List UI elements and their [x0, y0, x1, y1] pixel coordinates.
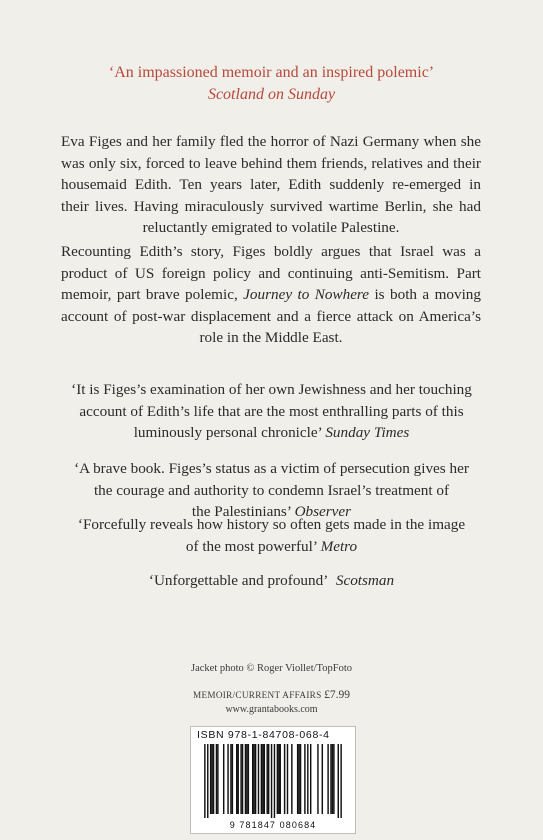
barcode	[195, 744, 351, 818]
barcode-bar	[230, 744, 231, 814]
blurb-line: Recounting Edith’s story, Figes boldly argues that Israel was a	[61, 243, 481, 260]
barcode-bar	[232, 744, 233, 814]
blurb-line: Eva Figes and her family fled the horror of Nazi Germany when she	[61, 133, 481, 150]
review-line: ‘It is Figes’s examination of her own Jewishness and her touching	[71, 381, 472, 398]
barcode-bar	[330, 744, 331, 814]
blurb-paragraph-2	[61, 241, 481, 349]
review-line	[40, 422, 503, 444]
barcode-bar	[287, 744, 288, 814]
review-quote	[40, 379, 503, 444]
barcode-bar	[217, 744, 218, 814]
barcode-bar	[268, 744, 269, 814]
review-line	[40, 570, 503, 592]
review-source: Scotsman	[335, 572, 395, 589]
blurb-line: was only six, forced to leave behind them friends, relatives and their	[61, 154, 481, 172]
barcode-bar	[304, 744, 305, 814]
blurb-paragraph-1	[61, 131, 481, 239]
barcode-bar	[271, 744, 272, 818]
barcode-bar	[255, 744, 256, 814]
blurb-line: reluctantly emigrated to volatile Palestine.	[142, 219, 400, 236]
review-text: of the most powerful’	[185, 537, 317, 555]
review-line	[40, 536, 503, 558]
barcode-bar	[261, 744, 262, 814]
barcode-digits: 9 781847 080684	[229, 820, 317, 830]
barcode-bar	[291, 744, 292, 814]
barcode-bar	[274, 744, 275, 818]
hero-quote-source: Scotland on Sunday	[207, 86, 336, 103]
price: £7.99	[324, 689, 350, 701]
review-line: account of Edith’s life that are the most enthralling parts of this	[79, 402, 464, 420]
barcode-bar	[317, 744, 318, 814]
barcode-bar	[223, 744, 224, 814]
barcode-bar	[297, 744, 298, 814]
barcode-bar	[246, 744, 247, 814]
barcode-bar	[248, 744, 249, 814]
barcode-bar	[216, 744, 217, 814]
barcode-bar	[253, 744, 254, 814]
barcode-bar	[277, 744, 278, 814]
review-source: Observer	[294, 503, 352, 520]
blurb-line	[61, 284, 481, 306]
barcode-bar	[338, 744, 339, 818]
blurb-line: product of US foreign policy and continuing anti-Semitism. Part	[61, 264, 481, 282]
barcode-bar	[280, 744, 281, 814]
barcode-bar	[211, 744, 212, 814]
review-quote	[40, 570, 503, 592]
review-line: ‘A brave book. Figes’s status as a victim of persecution gives her	[74, 460, 469, 477]
barcode-bar	[264, 744, 265, 814]
barcode-bar	[310, 744, 311, 814]
barcode-bar	[236, 744, 237, 814]
barcode-bar	[307, 744, 308, 814]
barcode-bar	[245, 744, 246, 814]
barcode-bar	[333, 744, 334, 814]
review-text: the Palestinians’	[191, 503, 291, 520]
barcode-bar	[204, 744, 205, 818]
barcode-bar	[213, 744, 214, 814]
category-label: MEMOIR/CURRENT AFFAIRS	[192, 690, 322, 700]
blurb-line: housemaid Edith. Ten years later, Edith suddenly re-emerged in	[61, 176, 481, 193]
review-line: the courage and authority to condemn Israel’s treatment of	[93, 481, 450, 499]
blurb-line: account of post-war displacement and a fierce attack on America’s	[61, 307, 481, 325]
review-quote	[40, 514, 503, 557]
hero-quote	[0, 62, 543, 106]
review-text: luminously personal chronicle’	[133, 424, 322, 441]
review-quote	[40, 458, 503, 523]
review-text: ‘Unforgettable and profound’	[148, 572, 329, 589]
barcode-bar	[284, 744, 285, 814]
blurb-text: is both a moving	[369, 286, 481, 303]
barcode-bar	[258, 744, 259, 814]
review-source: Sunday Times	[325, 424, 410, 441]
barcode-bar	[322, 744, 323, 814]
barcode-panel	[190, 726, 356, 834]
review-line: ‘Forcefully reveals how history so often gets made in the image	[77, 516, 466, 533]
review-source: Metro	[320, 537, 358, 555]
book-title: Journey to Nowhere	[243, 286, 370, 303]
blurb-text: memoir, part brave polemic,	[61, 286, 244, 303]
barcode-bar	[300, 744, 301, 814]
barcode-bar	[332, 744, 333, 814]
barcode-bar	[262, 744, 263, 814]
isbn-label: ISBN 978-1-84708-068-4	[197, 729, 330, 741]
blurb-line: their lives. Having miraculously survived wartime Berlin, she had	[61, 197, 481, 215]
barcode-bar	[298, 744, 299, 814]
barcode-bar	[237, 744, 238, 814]
publisher-website: www.grantabooks.com	[225, 704, 318, 715]
barcode-bar	[327, 744, 328, 814]
blurb-line: role in the Middle East.	[199, 329, 343, 346]
jacket-photo-credit: Jacket photo © Roger Viollet/TopFoto	[191, 663, 352, 674]
barcode-bar	[340, 744, 341, 818]
barcode-bar	[227, 744, 228, 814]
barcode-bar	[252, 744, 253, 814]
hero-quote-text: ‘An impassioned memoir and an inspired polemic’	[108, 64, 435, 81]
barcode-bar	[240, 744, 241, 814]
barcode-bar	[278, 744, 279, 814]
barcode-bar	[210, 744, 211, 814]
barcode-bar	[242, 744, 243, 814]
barcode-bar	[266, 744, 267, 814]
barcode-bar	[207, 744, 208, 818]
category-price-line	[0, 689, 543, 701]
